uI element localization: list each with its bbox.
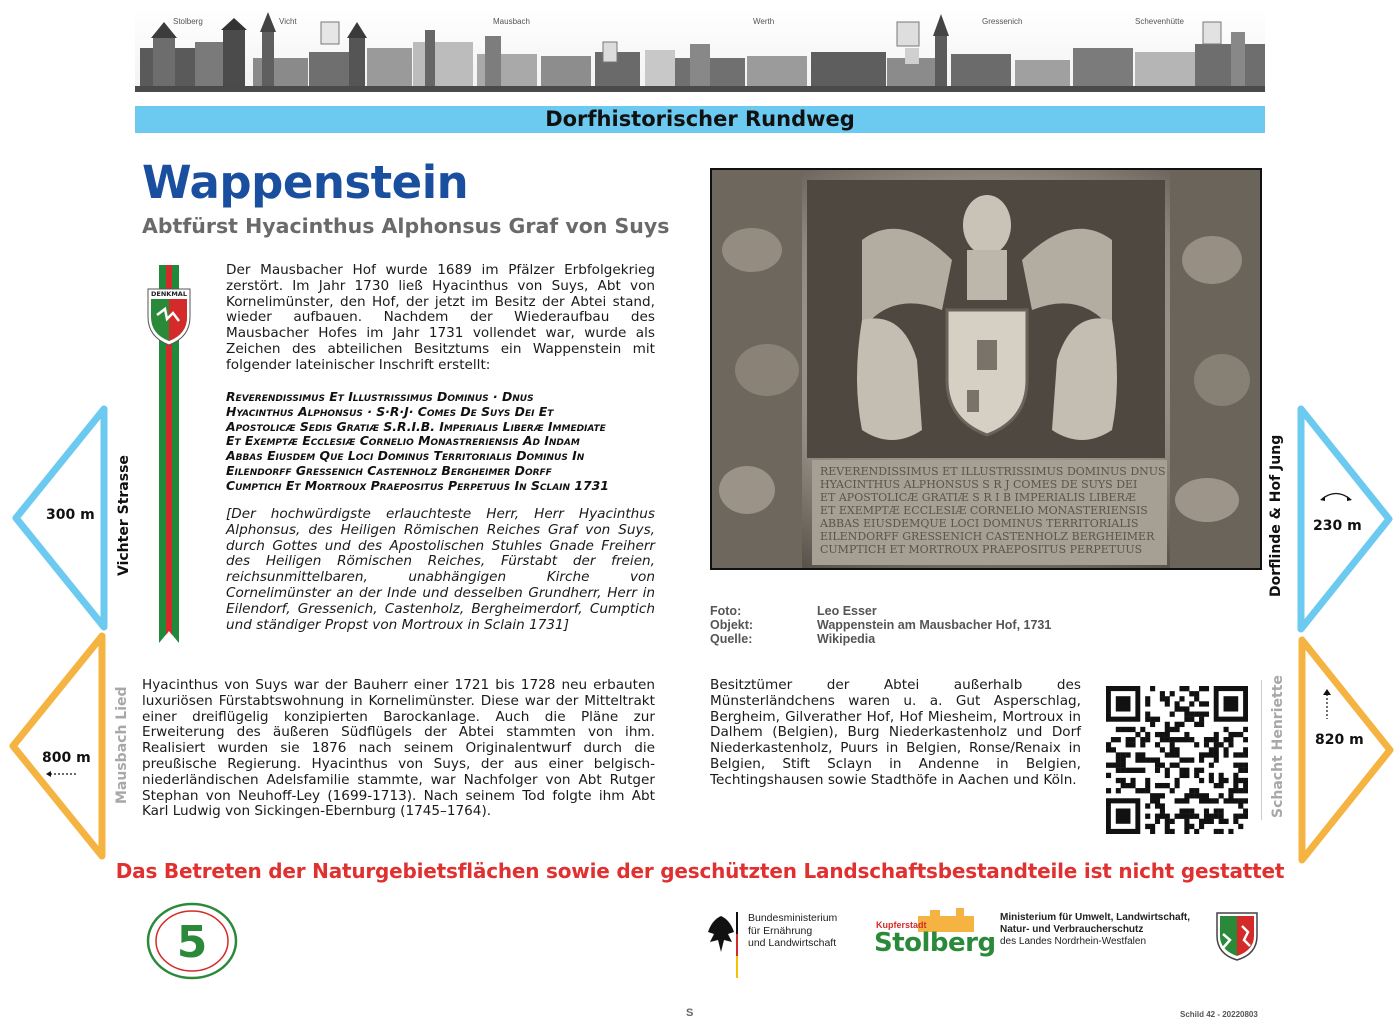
skyline-label-mausbach: Mausbach: [493, 17, 530, 26]
intro-paragraph: Der Mausbacher Hof wurde 1689 im Pfälzer Erbfolgekrieg zerstört. Im Jahr 1730 ließ Hyacinthus von Suys, Abt von Kornelimünster, den Hof, der jetzt im Besitz der Abtei stand, wieder aufbauen. Nachdem der Wiederaufbau des Mausbacher Hofes im Jahr 1731 vollendet war, wurde als Zeichen des abteilichen Besitztums ein Wappenstein mit folgender lateinischer Inschrift erstellt:: [226, 262, 655, 373]
skyline-label-stolberg: Stolberg: [173, 17, 203, 26]
heritage-seal-logo: [146, 902, 238, 980]
credit-row-object: [710, 618, 1051, 632]
stolberg-logo-main: Stolberg: [874, 928, 996, 958]
walk-direction-icon: [46, 770, 78, 778]
qr-code-icon: [1106, 686, 1248, 834]
page-title: Wappenstein: [142, 156, 469, 209]
credit-row-photo: [710, 604, 1051, 618]
credit-key: Quelle:: [710, 632, 753, 647]
skyline-label-werth: Werth: [753, 17, 775, 26]
ministry-line: für Ernährung: [748, 924, 813, 937]
inscription-line: ABBAS EIUSDEMQUE LOCI DOMINUS TERRITORIALIS: [820, 517, 1139, 530]
wappenstein-relief-graphic: [712, 170, 1260, 568]
inscription-line: EILENDORFF GRESSENICH CASTENHOLZ BERGHEIMER: [820, 530, 1155, 543]
credit-row-source: [710, 632, 1051, 646]
latin-line: Apostolicæ Sedis Gratiæ S.R.I.B. Imperialis Liberæ Immediate: [226, 418, 606, 434]
translation-paragraph: [Der hochwürdigste erlauchteste Herr, Herr Hyacinthus Alphonsus, des Heiligen Römischen Reiches Graf von Suys, durch Gottes und des Apostolischen Stuhles Gnade Freiherr des Heiligen Römischen Reiches, Fürstabt der freien, reichsunmittelbaren, unabhängigen Kirche von Cornelimünster an der Inde und desselben Grundherr, Herr in Eilendorf, Gressenich, Castenholz, Bergheimerdorf, Cumptich und ständiger Propst von Mortroux in Sclain 1731]: [226, 506, 655, 633]
page-subtitle: Abtfürst Hyacinthus Alphonsus Graf von Suys: [142, 214, 670, 238]
turn-direction-icon: [1318, 488, 1354, 502]
history-paragraph: Hyacinthus von Suys war der Bauherr einer 1721 bis 1728 neu erbauten luxuriösen Fürstabtswohnung in Kornelimünster. Diese war der Mitteltrakt einer dreiflügelig konzipierten Barockanlage. Auch die Pläne zur Erweiterung des äußeren Südflügels der Abtei stammten von ihm. Realisiert wurden sie 1876 nach seinem Originalentwurf durch die preußische Regierung. Hyacinthus von Suys, der aus einer belgisch-niederländischen Adelsfamilie stammte, war Nachfolger von Abt Rutger Stephan von Neuhoff-Ley (1699-1713). Nach seinem Tod folgte ihm Abt Karl Ludwig von Sickingen-Ebernburg (1745–1764).: [142, 677, 655, 820]
skyline-label-gressenich: Gressenich: [982, 17, 1023, 26]
latin-line: Hyacinthus Alphonsus · S·R·J· Comes De Suys Dei Et: [226, 403, 554, 419]
skyline-label-schevenhuette: Schevenhütte: [1135, 17, 1184, 26]
credit-value: Leo Esser: [817, 604, 877, 618]
direction-label-left-top: Vichter Strasse: [116, 455, 132, 576]
direction-label-right-bottom: Schacht Henriette: [1270, 675, 1286, 818]
nrw-shield-icon: [1214, 910, 1260, 962]
distance-left-bottom: 800 m: [42, 750, 91, 766]
latin-line: Abbas Eiusdem Que Loci Dominus Territorialis Dominus In: [226, 448, 585, 464]
inscription-line: ET APOSTOLICÆ GRATIÆ S R I B IMPERIALIS LIBERÆ: [820, 491, 1136, 504]
skyline-label-vicht: Vicht: [279, 17, 297, 26]
direction-arrow-left-bottom[interactable]: [9, 632, 107, 860]
credit-key: Foto:: [710, 604, 742, 618]
latin-line: Eilendorff Gressenich Castenholz Bergheimer Dorff: [226, 462, 552, 478]
stolberg-logo-top: Kupferstadt: [876, 920, 927, 930]
ministry-line: Bundesministerium: [748, 912, 838, 924]
village-skyline-graphic: [135, 8, 1265, 92]
possessions-paragraph: Besitztümer der Abtei außerhalb des Münsterländchens waren u. a. Gut Asperschlag, Bergheim, Gilverather Hof, Hof Miesheim, Mortroux in Dalhem (Belgien), Burg Niederkastenholz und Dorf Niederkastenholz, Puurs in Belgien, Ronse/Renaix in Belgien, Stift Sclayn in Andenne in Belgien, Techtingshausen sowie Stadthöfe in Aachen und Köln.: [710, 677, 1081, 788]
photo-credits: [710, 604, 1051, 647]
ministry-line: Ministerium für Umwelt, Landwirtschaft,: [1000, 912, 1191, 923]
qr-code[interactable]: [1106, 686, 1248, 834]
federal-ministry-text: [748, 912, 837, 950]
distance-left-top: 300 m: [46, 507, 95, 523]
route-banner: Dorfhistorischer Rundweg: [135, 106, 1265, 133]
warning-notice: Das Betreten der Naturgebietsflächen sowie der geschützten Landschaftsbestandteile ist nicht gestattet: [115, 859, 1285, 883]
inscription-line: HYACINTHUS ALPHONSUS S R J COMES DE SUYS DEI: [820, 478, 1138, 491]
latin-inscription: [226, 390, 666, 494]
latin-line: Reverendissimus Et Illustrissimus Dominus · Dnus: [226, 389, 534, 404]
seal-number: 5: [176, 917, 208, 968]
latin-line: Et Exemptæ Ecclesiæ Cornelio Monastreriensis Ad Indam: [226, 433, 580, 449]
federal-eagle-icon: [704, 912, 738, 978]
credit-value: Wappenstein am Mausbacher Hof, 1731: [817, 618, 1052, 633]
sign-id: Schild 42 - 20220803: [1180, 1010, 1258, 1019]
inscription-line: ET EXEMPTÆ ECCLESIÆ CORNELIO MONASTERIENSIS: [820, 504, 1148, 517]
divider-line: [1261, 680, 1262, 820]
denkmal-ribbon: [145, 265, 193, 650]
direction-label-left-bottom: Mausbach Lied: [114, 686, 130, 804]
direction-arrow-right-bottom[interactable]: [1297, 636, 1395, 864]
inscription-line: CUMPTICH ET MORTROUX PRAEPOSITUS PERPETUUS: [820, 543, 1143, 556]
inscription-line: REVERENDISSIMUS ET ILLUSTRISSIMUS DOMINUS DNUS: [820, 465, 1166, 478]
denkmal-badge-label: DENKMAL: [151, 290, 187, 298]
credit-key: Objekt:: [710, 618, 754, 633]
skyline-banner: [135, 8, 1265, 92]
credit-value: Wikipedia: [817, 632, 876, 647]
footer-mark: S: [686, 1007, 694, 1019]
direction-label-right-top: Dorflinde & Hof Jung: [1268, 434, 1284, 597]
stolberg-logo: [870, 908, 996, 968]
ministry-line: und Landwirtschaft: [748, 937, 837, 949]
coat-of-arms-photo: [710, 168, 1262, 570]
distance-right-top: 230 m: [1313, 518, 1362, 534]
straight-direction-icon: [1322, 689, 1332, 721]
latin-line: Cumptich Et Mortroux Praepositus Perpetuus In Sclain 1731: [226, 477, 609, 493]
nrw-ministry-text: [1000, 912, 1190, 948]
distance-right-bottom: 820 m: [1315, 732, 1364, 748]
ministry-line: des Landes Nordrhein-Westfalen: [1000, 936, 1147, 947]
ministry-line: Natur- und Verbraucherschutz: [1000, 924, 1144, 935]
